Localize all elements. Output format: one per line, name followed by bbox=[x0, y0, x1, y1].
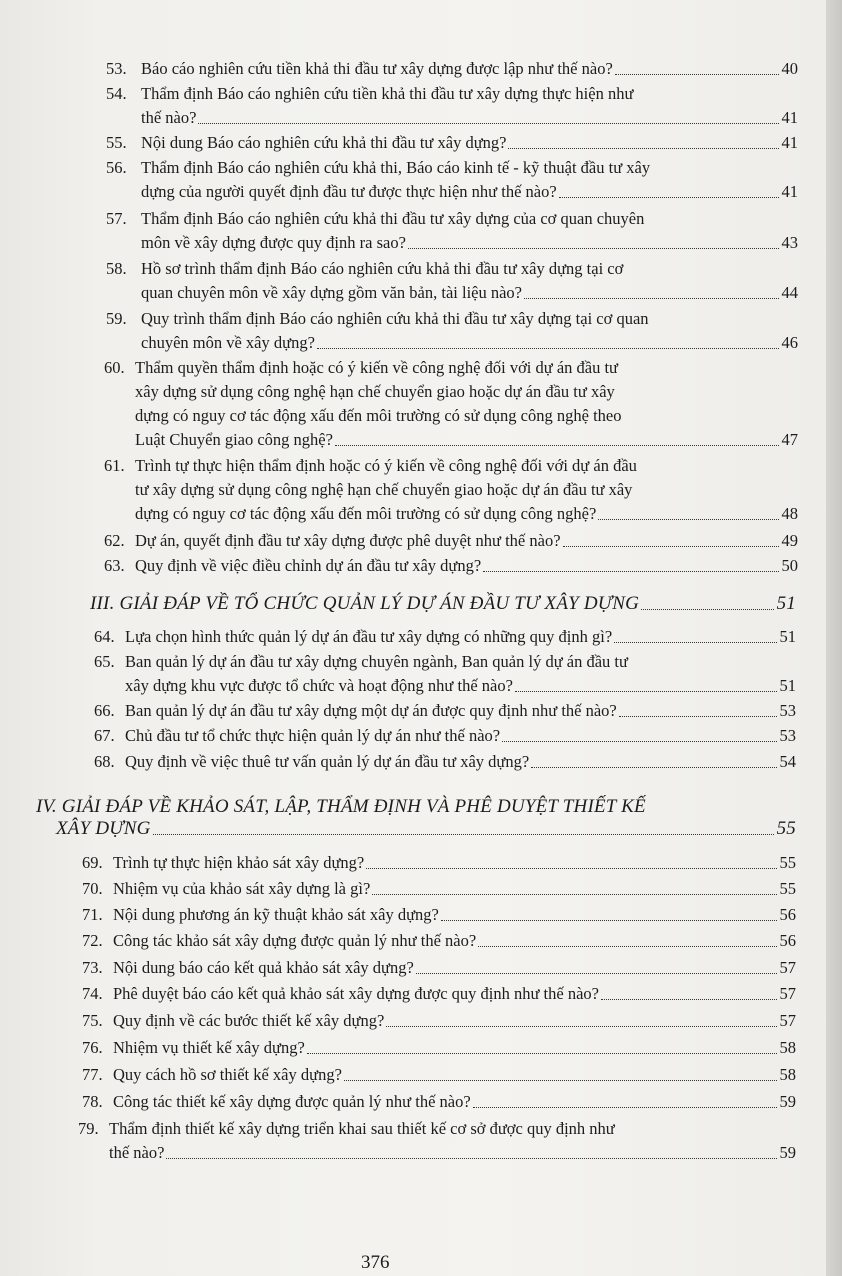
entry-number: 62. bbox=[104, 531, 125, 550]
entry-text: chuyên môn về xây dựng? bbox=[141, 333, 315, 352]
entry-page: 57 bbox=[779, 984, 796, 1003]
entry-text: Trình tự thực hiện thẩm định hoặc có ý kiến về công nghệ đối với dự án đầu bbox=[135, 456, 637, 475]
entry-number: 78. bbox=[82, 1092, 103, 1111]
entry-text: Thẩm định Báo cáo nghiên cứu khả thi đầu tư xây dựng của cơ quan chuyên bbox=[141, 209, 645, 228]
entry-page: 58 bbox=[779, 1038, 796, 1057]
entry-number: 53. bbox=[106, 59, 127, 78]
entry-text: Lựa chọn hình thức quản lý dự án đầu tư xây dựng có những quy định gì? bbox=[125, 627, 613, 646]
entry-text: Nhiệm vụ của khảo sát xây dựng là gì? bbox=[113, 879, 371, 898]
section-title: IV. GIẢI ĐÁP VỀ KHẢO SÁT, LẬP, THẨM ĐỊNH VÀ PHÊ DUYỆT THIẾT KẾ bbox=[36, 796, 646, 817]
entry-page: 46 bbox=[781, 333, 798, 352]
entry-text: Thẩm định thiết kế xây dựng triển khai sau thiết kế cơ sở được quy định như bbox=[109, 1119, 615, 1138]
entry-number: 73. bbox=[82, 958, 103, 977]
entry-text: dựng có nguy cơ tác động xấu đến môi trường có sử dụng công nghệ? bbox=[135, 504, 597, 523]
entry-number: 72. bbox=[82, 931, 103, 950]
entry-text: môn về xây dựng được quy định ra sao? bbox=[141, 233, 406, 252]
entry-text: Chủ đầu tư tổ chức thực hiện quản lý dự án như thế nào? bbox=[125, 726, 501, 745]
entry-text: Quy định về việc điều chỉnh dự án đầu tư xây dựng? bbox=[135, 556, 482, 575]
entry-page: 53 bbox=[779, 701, 796, 720]
entry-text: dựng có nguy cơ tác động xấu đến môi trường có sử dụng công nghệ theo bbox=[135, 406, 622, 425]
entry-text: Quy định về các bước thiết kế xây dựng? bbox=[113, 1011, 385, 1030]
entry-page: 41 bbox=[781, 133, 798, 152]
entry-number: 55. bbox=[106, 133, 127, 152]
entry-page: 57 bbox=[779, 958, 796, 977]
entry-text: thế nào? bbox=[141, 108, 197, 127]
entry-page: 53 bbox=[779, 726, 796, 745]
entry-page: 57 bbox=[779, 1011, 796, 1030]
entry-number: 77. bbox=[82, 1065, 103, 1084]
entry-number: 58. bbox=[106, 259, 127, 278]
entry-number: 57. bbox=[106, 209, 127, 228]
entry-number: 65. bbox=[94, 652, 115, 671]
entry-text: thế nào? bbox=[109, 1143, 165, 1162]
entry-text: Quy cách hồ sơ thiết kế xây dựng? bbox=[113, 1065, 342, 1084]
entry-page: 56 bbox=[779, 905, 796, 924]
section-heading bbox=[36, 795, 796, 851]
entry-text: Báo cáo nghiên cứu tiền khả thi đầu tư xây dựng được lập như thế nào? bbox=[141, 59, 613, 78]
section-title: XÂY DỰNG bbox=[56, 818, 151, 839]
entry-page: 48 bbox=[781, 504, 798, 523]
entry-text: Luật Chuyển giao công nghệ? bbox=[135, 430, 333, 449]
section-page: 55 bbox=[776, 818, 796, 839]
entry-text: quan chuyên môn về xây dựng gồm văn bản, tài liệu nào? bbox=[141, 283, 523, 302]
entry-number: 71. bbox=[82, 905, 103, 924]
entry-number: 64. bbox=[94, 627, 115, 646]
entry-page: 58 bbox=[779, 1065, 796, 1084]
entry-page: 41 bbox=[781, 108, 798, 127]
entry-page: 47 bbox=[781, 430, 798, 449]
entry-text: Thẩm quyền thẩm định hoặc có ý kiến về công nghệ đối với dự án đầu tư bbox=[135, 358, 618, 377]
entry-text: Trình tự thực hiện khảo sát xây dựng? bbox=[113, 853, 365, 872]
entry-text: Công tác khảo sát xây dựng được quản lý như thế nào? bbox=[113, 931, 477, 950]
entry-text: xây dựng sử dụng công nghệ hạn chế chuyển giao hoặc dự án đầu tư xây bbox=[135, 382, 615, 401]
entry-number: 60. bbox=[104, 358, 125, 377]
entry-page: 51 bbox=[779, 627, 796, 646]
entry-text: Thẩm định Báo cáo nghiên cứu tiền khả thi đầu tư xây dựng thực hiện như bbox=[141, 84, 634, 103]
entry-number: 74. bbox=[82, 984, 103, 1003]
entry-text: tư xây dựng sử dụng công nghệ hạn chế chuyển giao hoặc dự án đầu tư xây bbox=[135, 480, 633, 499]
entry-text: Dự án, quyết định đầu tư xây dựng được phê duyệt như thế nào? bbox=[135, 531, 561, 550]
entry-number: 61. bbox=[104, 456, 125, 475]
page-number: 376 bbox=[361, 1252, 390, 1273]
section-title: III. GIẢI ĐÁP VỀ TỔ CHỨC QUẢN LÝ DỰ ÁN ĐẦU TƯ XÂY DỰNG bbox=[90, 593, 640, 614]
entry-page: 54 bbox=[779, 752, 796, 771]
entry-number: 67. bbox=[94, 726, 115, 745]
entry-number: 63. bbox=[104, 556, 125, 575]
entry-page: 49 bbox=[781, 531, 798, 550]
entry-text: Nội dung Báo cáo nghiên cứu khả thi đầu tư xây dựng? bbox=[141, 133, 507, 152]
entry-text: Thẩm định Báo cáo nghiên cứu khả thi, Báo cáo kinh tế - kỹ thuật đầu tư xây bbox=[141, 158, 651, 177]
entry-text: Ban quản lý dự án đầu tư xây dựng chuyên ngành, Ban quản lý dự án đầu tư bbox=[125, 652, 628, 671]
entry-page: 50 bbox=[781, 556, 798, 575]
entry-text: dựng của người quyết định đầu tư được thực hiện như thế nào? bbox=[141, 182, 557, 201]
entry-number: 59. bbox=[106, 309, 127, 328]
entry-text: Quy trình thẩm định Báo cáo nghiên cứu khả thi đầu tư xây dựng tại cơ quan bbox=[141, 309, 649, 328]
entry-text: Nội dung phương án kỹ thuật khảo sát xây dựng? bbox=[113, 905, 439, 924]
entry-page: 56 bbox=[779, 931, 796, 950]
section-page: 51 bbox=[776, 593, 796, 614]
entry-text: Nội dung báo cáo kết quả khảo sát xây dựng? bbox=[113, 958, 414, 977]
entry-text: xây dựng khu vực được tổ chức và hoạt động như thế nào? bbox=[125, 676, 513, 695]
entry-page: 59 bbox=[779, 1143, 796, 1162]
entry-number: 69. bbox=[82, 853, 103, 872]
entry-text: Quy định về việc thuê tư vấn quản lý dự án đầu tư xây dựng? bbox=[125, 752, 530, 771]
entry-page: 51 bbox=[779, 676, 796, 695]
entry-page: 44 bbox=[781, 283, 798, 302]
entry-page: 55 bbox=[779, 879, 796, 898]
entry-text: Ban quản lý dự án đầu tư xây dựng một dự án được quy định như thế nào? bbox=[125, 701, 617, 720]
entry-page: 40 bbox=[781, 59, 798, 78]
entry-text: Công tác thiết kế xây dựng được quản lý như thế nào? bbox=[113, 1092, 471, 1111]
entry-number: 68. bbox=[94, 752, 115, 771]
entry-text: Phê duyệt báo cáo kết quả khảo sát xây dựng được quy định như thế nào? bbox=[113, 984, 599, 1003]
entry-number: 66. bbox=[94, 701, 115, 720]
entry-number: 54. bbox=[106, 84, 127, 103]
entry-number: 70. bbox=[82, 879, 103, 898]
entry-page: 55 bbox=[779, 853, 796, 872]
entry-number: 56. bbox=[106, 158, 127, 177]
entry-number: 75. bbox=[82, 1011, 103, 1030]
book-binding bbox=[826, 0, 842, 1276]
entry-number: 79. bbox=[78, 1119, 99, 1138]
entry-text: Nhiệm vụ thiết kế xây dựng? bbox=[113, 1038, 305, 1057]
entry-text: Hồ sơ trình thẩm định Báo cáo nghiên cứu khả thi đầu tư xây dựng tại cơ bbox=[141, 259, 624, 278]
entry-page: 41 bbox=[781, 182, 798, 201]
entry-page: 43 bbox=[781, 233, 798, 252]
entry-number: 76. bbox=[82, 1038, 103, 1057]
entry-page: 59 bbox=[779, 1092, 796, 1111]
